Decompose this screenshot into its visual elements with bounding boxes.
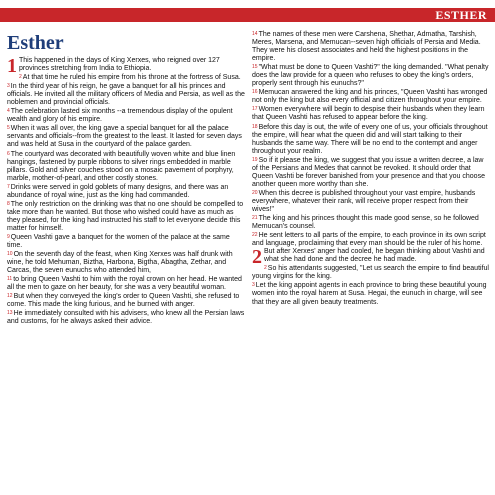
verse-text: Women everywhere will begin to despise their husbands when they learn that Queen Vashti has refused to appear before the king. xyxy=(252,106,485,122)
verse-text: Let the king appoint agents in each province to bring these beautiful young women into the royal harem at Susa. Hegai, the eunuch in charge, will see that they are all given beauty treatments. xyxy=(252,282,487,306)
verse xyxy=(7,250,245,275)
verse-text: The names of these men were Carshena, Shethar, Admatha, Tarshish, Meres, Marsena, and Memucan--seven high officials of Persia and Media. They were his closest associates and held the highest positions in the empire. xyxy=(252,31,481,63)
verse-text: When it was all over, the king gave a special banquet for all the palace servants and officials--from the greatest to the least. It lasted for seven days and was held at Susa in the courtyard of the palace garden. xyxy=(7,125,242,149)
verse-number: 14 xyxy=(252,31,258,37)
verse-number: 9 xyxy=(7,233,10,240)
verse-text: This happened in the days of King Xerxes, who reigned over 127 provinces stretching from India to Ethiopia. xyxy=(19,57,220,73)
verse-text: He sent letters to all parts of the empire, to each province in its own script and language, proclaiming that every man should be the ruler of his home. xyxy=(252,232,486,248)
verse-number: 7 xyxy=(7,183,10,190)
verse xyxy=(252,105,490,122)
verse-number: 19 xyxy=(252,156,258,163)
chapter-block xyxy=(7,57,245,327)
verse xyxy=(7,292,245,309)
verse xyxy=(252,156,490,189)
verse-number: 12 xyxy=(7,293,13,300)
verse-text: The courtyard was decorated with beautifully woven white and blue linen hangings, fastened by purple ribbons to silver rings embedded in marble pillars. Gold and silver couches stood on a mosaic pavement of porphyry, marble, mother-of-pearl, and other costly stones. xyxy=(7,150,236,182)
verse-text: Queen Vashti gave a banquet for the women of the palace at the same time. xyxy=(7,233,230,250)
right-column-text xyxy=(252,30,490,307)
verse xyxy=(7,200,245,233)
verse-number: 22 xyxy=(252,232,258,239)
verse xyxy=(7,73,245,82)
verse xyxy=(7,183,245,200)
verse xyxy=(252,264,490,281)
verse-number: 2 xyxy=(19,74,22,81)
verse-number: 3 xyxy=(252,282,255,289)
left-column xyxy=(7,30,245,327)
verse xyxy=(7,275,245,292)
verse-text: On the seventh day of the feast, when King Xerxes was half drunk with wine, he told Mehuman, Biztha, Harbona, Bigtha, Abagtha, Zethar, and Carcas, the seven eunuchs who attended him, xyxy=(7,251,233,275)
verse-text: "What must be done to Queen Vashti?" the king demanded. "What penalty does the law provide for a queen who refuses to obey the king's orders, properly sent through his eunuchs?" xyxy=(252,64,489,88)
chapter-number: 1 xyxy=(7,55,17,77)
verse-text: Memucan answered the king and his princes, "Queen Vashti has wronged not only the king but also every official and citizen throughout your empire. xyxy=(252,89,488,105)
left-column-text xyxy=(7,57,245,327)
verse xyxy=(7,124,245,149)
verse-text: At that time he ruled his empire from his throne at the fortress of Susa. xyxy=(22,74,241,82)
verse xyxy=(252,123,490,156)
verse-number: 2 xyxy=(264,265,267,272)
verse xyxy=(252,281,490,306)
verse-text: But after Xerxes' anger had cooled, he began thinking about Vashti and what she had done and the decree he had made. xyxy=(264,248,485,264)
verse-text: Drinks were served in gold goblets of many designs, and there was an abundance of royal wine, just as the king had commanded. xyxy=(7,183,229,199)
chapter-block xyxy=(252,248,490,306)
verse-number: 17 xyxy=(252,106,258,113)
header-bar xyxy=(0,8,495,22)
verse-number: 8 xyxy=(7,200,10,207)
verse-text: But when they conveyed the king's order to Queen Vashti, she refused to come. This made the king furious, and he burned with anger. xyxy=(7,293,240,309)
verse-number: 16 xyxy=(252,89,258,96)
verse-number: 20 xyxy=(252,189,258,196)
verse-text: The only restriction on the drinking was that no one should be compelled to take more than he wanted. But those who wished could have as much as they pleased, for the king had instructed his staff to let everyone decide this matter for himself. xyxy=(7,200,244,232)
verse-number: 21 xyxy=(252,215,258,222)
verse-text: The king and his princes thought this made good sense, so he followed Memucan's counsel. xyxy=(252,215,479,231)
verse xyxy=(252,246,490,269)
verse xyxy=(252,231,490,248)
verse-number: 3 xyxy=(7,83,10,90)
verse-text: So if it please the king, we suggest that you issue a written decree, a law of the Persians and Medes that cannot be revoked. It should order that Queen Vashti be forever banished from your presence and that you choose another queen more worthy than she. xyxy=(252,156,485,188)
verse-text: He immediately consulted with his advisers, who knew all the Persian laws and customs, for he always asked their advice. xyxy=(7,310,245,326)
verse xyxy=(7,233,245,250)
verse-number: 4 xyxy=(7,108,10,115)
book-title: Esther xyxy=(7,32,64,54)
verse-text: When this decree is published throughout your vast empire, husbands everywhere, whatever their rank, will receive proper respect from their wives!" xyxy=(252,189,476,213)
verse-number: 10 xyxy=(7,251,13,258)
verse xyxy=(7,55,245,77)
chapter-number: 2 xyxy=(252,246,262,269)
verse-number: 5 xyxy=(7,125,10,132)
verse-number: 18 xyxy=(252,123,258,130)
verse-text: Before this day is out, the wife of every one of us, your officials throughout the empire, will hear what the queen did and will start talking to their husbands the same way. There will be no end to the contempt and anger throughout your realm. xyxy=(252,123,488,155)
verse-text: to bring Queen Vashti to him with the royal crown on her head. He wanted all the men to gaze on her beauty, for she was a very beautiful woman. xyxy=(7,276,242,292)
verse-number: 11 xyxy=(7,276,13,283)
verse xyxy=(7,107,245,124)
verse-text: In the third year of his reign, he gave a banquet for all his princes and officials. He invited all the military officers of Media and Persia, as well as the noblemen and provincial officials. xyxy=(7,83,245,107)
chapter-block xyxy=(252,30,490,248)
running-header-title: ESTHER xyxy=(435,8,487,22)
right-column xyxy=(252,30,490,307)
verse-number: 6 xyxy=(7,150,10,157)
verse xyxy=(7,82,245,107)
verse xyxy=(252,189,490,214)
verse-text: The celebration lasted six months --a tremendous display of the opulent wealth and glory of his empire. xyxy=(7,108,233,124)
verse xyxy=(7,309,245,326)
verse xyxy=(252,214,490,231)
verse-text: So his attendants suggested, "Let us search the empire to find beautiful young virgins for the king. xyxy=(252,265,489,281)
verse xyxy=(252,63,490,88)
verse xyxy=(252,30,490,63)
verse xyxy=(252,88,490,105)
verse xyxy=(7,150,245,183)
verse-number: 13 xyxy=(7,310,13,317)
verse-number: 15 xyxy=(252,64,258,71)
